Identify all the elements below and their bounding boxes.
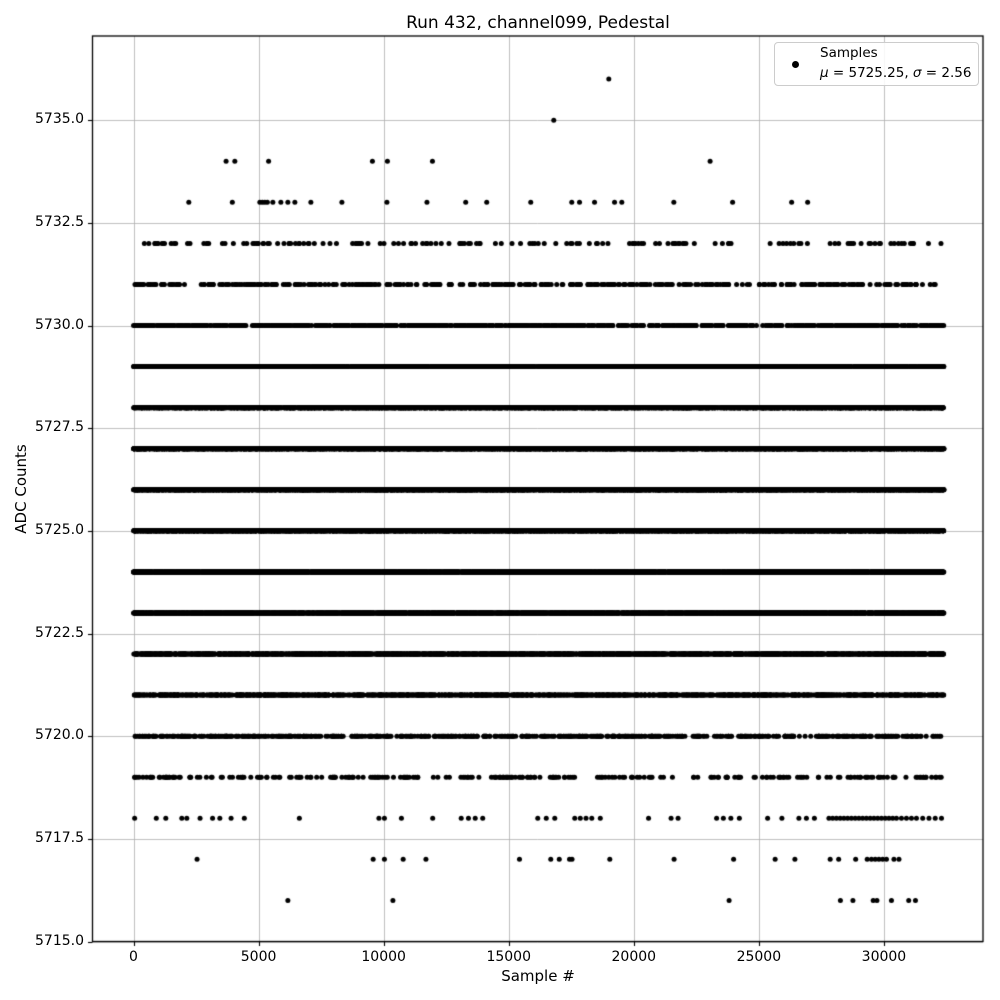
x-tick-label-5: 25000 xyxy=(736,949,782,965)
sigma-value: = 2.56 xyxy=(921,65,972,81)
legend-sample-marker-icon xyxy=(792,61,799,68)
y-tick-label-8: 5735.0 xyxy=(35,111,84,128)
y-tick-label-5: 5727.5 xyxy=(35,419,84,436)
legend-stats xyxy=(820,65,971,81)
y-tick-label-0: 5715.0 xyxy=(35,932,84,949)
plot-title: Run 432, channel099, Pedestal xyxy=(406,13,670,33)
x-tick-label-3: 15000 xyxy=(486,949,531,965)
legend-box xyxy=(774,42,979,86)
sigma-symbol: σ xyxy=(912,65,922,81)
x-tick-label-1: 5000 xyxy=(240,949,277,965)
x-axis-label: Sample # xyxy=(501,967,575,985)
y-tick-label-6: 5730.0 xyxy=(35,316,84,333)
y-tick-label-7: 5732.5 xyxy=(35,213,84,230)
x-tick-label-2: 10000 xyxy=(361,949,406,965)
y-tick-label-2: 5720.0 xyxy=(35,727,84,744)
mu-symbol: μ xyxy=(820,65,829,81)
y-tick-label-3: 5722.5 xyxy=(35,624,84,641)
y-axis-label: ADC Counts xyxy=(12,444,30,534)
y-tick-label-1: 5717.5 xyxy=(35,829,84,846)
x-tick-label-4: 20000 xyxy=(611,949,657,965)
x-tick-label-6: 30000 xyxy=(861,949,907,965)
mu-value: = 5725.25, xyxy=(828,65,913,81)
x-tick-label-0: 0 xyxy=(129,949,138,965)
legend-label: Samples xyxy=(820,45,878,62)
y-tick-label-4: 5725.0 xyxy=(35,521,84,538)
